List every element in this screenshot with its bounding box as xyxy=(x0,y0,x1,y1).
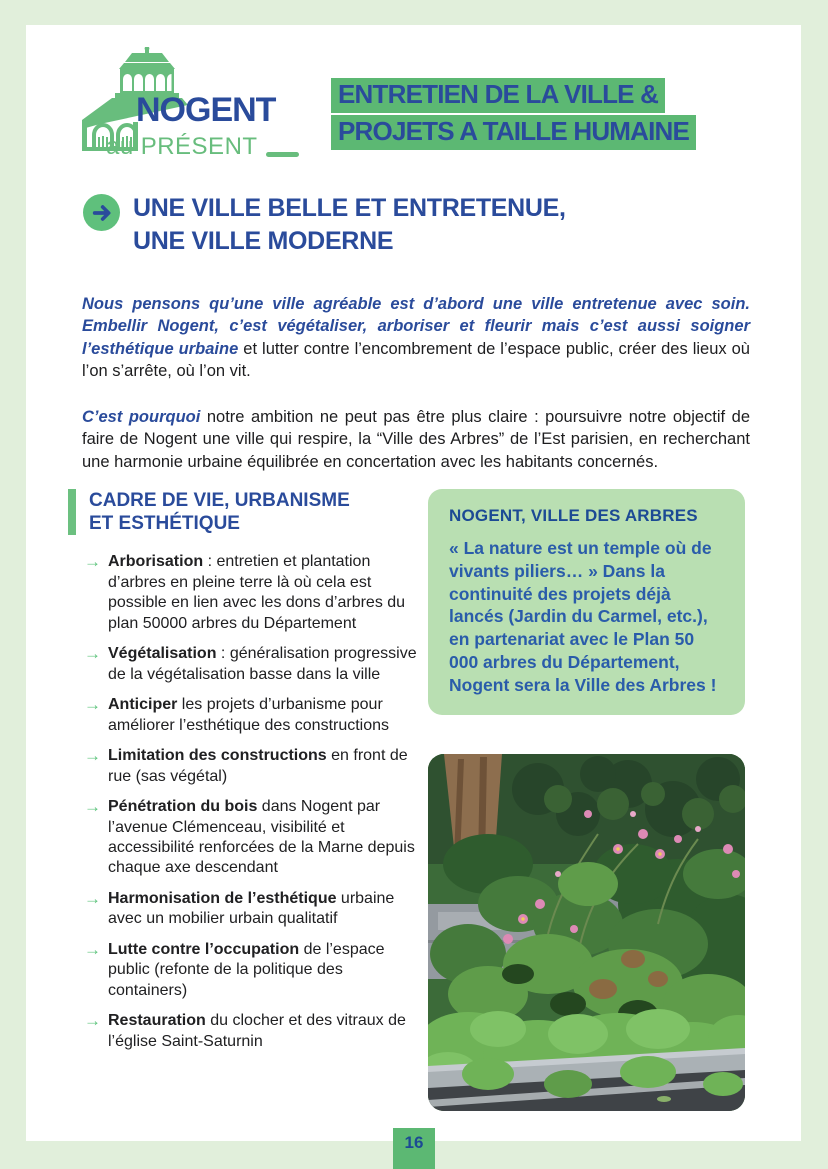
arrow-right-icon xyxy=(90,201,114,225)
callout-body: « La nature est un temple où de vivants piliers… » Dans la continuité des projets déjà lancés (Jardin du Carmel, etc.), en partenariat avec le Plan 50 000 arbres du Département, Nogent sera la Ville des Arbres ! xyxy=(449,538,717,695)
page-content xyxy=(26,25,801,1141)
list-item-text: Limitation des constructions en front de rue (sas végétal) xyxy=(108,747,408,785)
logo-underline-dash xyxy=(266,152,299,157)
list-item xyxy=(84,644,422,685)
list-item-text: Lutte contre l’occupation de l’espace public (refonte de la politique des containers) xyxy=(108,940,385,999)
planter-photo xyxy=(428,754,745,1111)
section-title-line-2: UNE VILLE MODERNE xyxy=(133,226,394,255)
logo-tagline-prefix: au xyxy=(106,133,134,160)
list-item-text: Végétalisation : généralisation progressive de la végétalisation basse dans la ville xyxy=(108,645,417,683)
page-number-badge xyxy=(393,1128,435,1169)
right-column xyxy=(428,489,745,1111)
section-title-line-1: UNE VILLE BELLE ET ENTRETENUE, xyxy=(133,194,566,222)
left-column-heading-line-1: CADRE DE VIE, URBANISME xyxy=(89,490,350,511)
bullet-arrow-icon: → xyxy=(84,888,101,908)
logo-tagline-word: PRÉSENT xyxy=(140,133,258,160)
planter-photo-image xyxy=(428,754,745,1111)
intro-lead-text: Nous pensons qu’une ville agréable est d’abord une ville entretenue avec soin. Embellir Nogent, c’est végétaliser, arboriser et fleurir mais c’est aussi soigner l’esthétique urbaine xyxy=(82,294,750,358)
bullet-arrow-icon: → xyxy=(84,797,101,817)
callout-title: NOGENT, VILLE DES ARBRES xyxy=(449,506,698,525)
list-item xyxy=(84,746,422,787)
logo-tagline xyxy=(106,133,299,161)
list-item xyxy=(84,797,422,879)
page-header-banner xyxy=(331,78,776,152)
ambition-paragraph xyxy=(82,406,750,474)
intro-paragraph xyxy=(82,293,750,383)
left-column-heading xyxy=(68,489,422,535)
section-title xyxy=(133,192,566,257)
ambition-rest-text: notre ambition ne peut pas être plus claire : poursuivre notre objectif de faire de Nogent une ville qui respire, la “Ville des Arbres” de l’Est parisien, en recherchant une harmonie urbaine équilibrée en concertation avec les habitants concernés. xyxy=(82,407,750,471)
list-item-text: Arborisation : entretien et plantation d’arbres en pleine terre là où cela est possible en lien avec les dons d’arbres du plan 50000 arbres du Département xyxy=(108,553,406,632)
logo-wordmark: NOGENT xyxy=(136,91,276,129)
list-item-text: Anticiper les projets d’urbanisme pour améliorer l’esthétique des constructions xyxy=(108,696,390,734)
list-item-text: Restauration du clocher et des vitraux de l’église Saint-Saturnin xyxy=(108,1012,406,1050)
measures-list xyxy=(68,552,422,1052)
page-number: 16 xyxy=(404,1133,424,1152)
list-item xyxy=(84,552,422,634)
list-item xyxy=(84,940,422,1001)
arrow-circle-icon xyxy=(83,194,120,231)
ville-des-arbres-callout xyxy=(428,489,745,715)
intro-rest-text: et lutter contre l’encombrement de l’espace public, créer des lieux où l’on s’arrête, où l’on vit. xyxy=(82,339,750,381)
list-item xyxy=(84,889,422,930)
bullet-arrow-icon: → xyxy=(84,552,101,572)
list-item xyxy=(84,1011,422,1052)
list-item-text: Harmonisation de l’esthétique urbaine avec un mobilier urbain qualitatif xyxy=(108,889,395,928)
ambition-lead-text: C’est pourquoi xyxy=(82,407,201,426)
nogent-au-present-logo xyxy=(80,45,310,185)
list-item-text: Pénétration du bois dans Nogent par l’avenue Clémenceau, visibilité et accessibilité renforcées de la Marne depuis chaque axe descendant xyxy=(108,798,415,877)
section-heading xyxy=(83,192,566,257)
bullet-arrow-icon: → xyxy=(84,644,101,664)
header-line-1: ENTRETIEN DE LA VILLE & xyxy=(331,78,665,113)
bullet-arrow-icon: → xyxy=(84,695,101,715)
header-line-2: PROJETS A TAILLE HUMAINE xyxy=(331,115,696,150)
bullet-arrow-icon: → xyxy=(84,1011,101,1031)
bullet-arrow-icon: → xyxy=(84,746,101,766)
left-column-heading-line-2: ET ESTHÉTIQUE xyxy=(89,513,240,535)
left-column xyxy=(68,489,422,1062)
bullet-arrow-icon: → xyxy=(84,939,101,959)
list-item xyxy=(84,695,422,736)
